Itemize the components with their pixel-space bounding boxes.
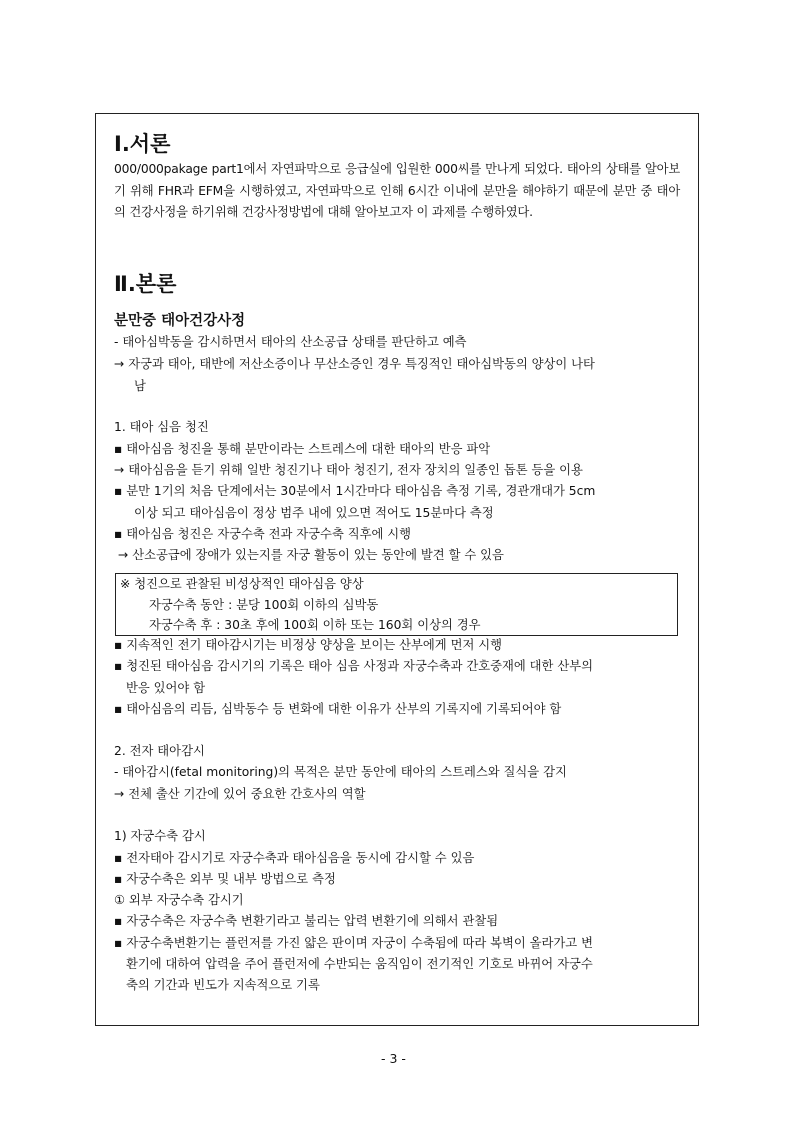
item-1-line-6: → 산소공급에 장애가 있는지를 자궁 활동이 있는 동안에 발견 할 수 있음 <box>118 548 504 562</box>
sub-1-line-3: ① 외부 자궁수축 감시기 <box>114 893 244 907</box>
sub-1-heading: 1) 자궁수축 감시 <box>114 829 206 843</box>
item-1-heading: 1. 태아 심음 청진 <box>114 420 209 434</box>
item-1-line-2: → 태아심음을 듣기 위해 일반 청진기나 태아 청진기, 전자 장치의 일종인 돕톤 등을 이용 <box>114 463 583 477</box>
intro-line-3: 남 <box>134 379 146 393</box>
intro-line-1: - 태아심박동을 감시하면서 태아의 산소공급 상태를 판단하고 예측 <box>114 335 467 349</box>
item-1-line-7: ▪ 지속적인 전기 태아감시기는 비정상 양상을 보이는 산부에게 먼저 시행 <box>114 638 502 652</box>
item-1-line-4: 이상 되고 태아심음이 정상 범주 내에 있으면 적어도 15분마다 측정 <box>134 506 494 520</box>
item-1-line-8: ▪ 청진된 태아심음 감시기의 기록은 태아 심음 사정과 자궁수축과 간호중재에 대한 산부의 <box>114 659 593 673</box>
item-2-heading: 2. 전자 태아감시 <box>114 744 205 758</box>
note-title: ※ 청진으로 관찰된 비성상적인 태아심음 양상 <box>120 577 364 591</box>
section-2-title: Ⅱ.본론 <box>114 272 177 296</box>
sub-1-line-2: ▪ 자궁수축은 외부 및 내부 방법으로 측정 <box>114 872 336 886</box>
subsection-title: 분만중 태아건강사정 <box>114 313 246 329</box>
sub-1-line-7: 축의 기간과 빈도가 지속적으로 기록 <box>126 978 320 992</box>
sub-1-line-6: 환기에 대하여 압력을 주어 플런저에 수반되는 움직임이 전기적인 기호로 바뀌어 자궁수 <box>126 957 593 971</box>
sub-1-line-5: ▪ 자궁수축변환기는 플런저를 가진 얇은 판이며 자궁이 수축됨에 따라 복벽이 올라가고 변 <box>114 936 593 950</box>
item-2-line-1: - 태아감시(fetal monitoring)의 목적은 분만 동안에 태아의 스트레스와 질식을 감지 <box>114 765 567 779</box>
intro-line-2: → 자궁과 태아, 태반에 저산소증이나 무산소증인 경우 특징적인 태아심박동의 양상이 나타 <box>114 357 595 371</box>
section-1-title: Ⅰ.서론 <box>114 132 171 156</box>
note-line-2: 자궁수축 후 : 30초 후에 100회 이하 또는 160회 이상의 경우 <box>149 618 481 632</box>
page-frame <box>95 113 699 1026</box>
sub-1-line-4: ▪ 자궁수축은 자궁수축 변환기라고 불리는 압력 변환기에 의해서 관찰됨 <box>114 914 499 928</box>
note-line-1: 자궁수축 동안 : 분당 100회 이하의 심박동 <box>149 598 379 612</box>
item-1-line-9: 반응 있어야 함 <box>126 681 206 695</box>
item-2-line-2: → 전체 출산 기간에 있어 중요한 간호사의 역할 <box>114 787 366 801</box>
page-number: - 3 - <box>381 1051 406 1066</box>
sub-1-line-1: ▪ 전자태아 감시기로 자궁수축과 태아심음을 동시에 감시할 수 있음 <box>114 851 475 865</box>
item-1-line-10: ▪ 태아심음의 리듬, 심박동수 등 변화에 대한 이유가 산부의 기록지에 기록되어야 함 <box>114 702 562 716</box>
intro-paragraph: 000/000pakage part1에서 자연파막으로 응급실에 입원한 000씨를 만나게 되었다. 태아의 상태를 알아보기 위해 FHR과 EFM을 시행하였고, 자연파막으로 인해 6시간 이내에 분만을 해야하기 때문에 분만 중 태아의 건강사정을 하기위해 건강사정방법에 대해 알아보고자 이 과제를 수행하였다. <box>114 162 680 219</box>
item-1-line-5: ▪ 태아심음 청진은 자궁수축 전과 자궁수축 직후에 시행 <box>114 527 412 541</box>
item-1-line-3: ▪ 분만 1기의 처음 단계에서는 30분에서 1시간마다 태아심음 측정 기록, 경관개대가 5cm <box>114 484 596 498</box>
item-1-line-1: ▪ 태아심음 청진을 통해 분만이라는 스트레스에 대한 태아의 반응 파악 <box>114 442 491 456</box>
